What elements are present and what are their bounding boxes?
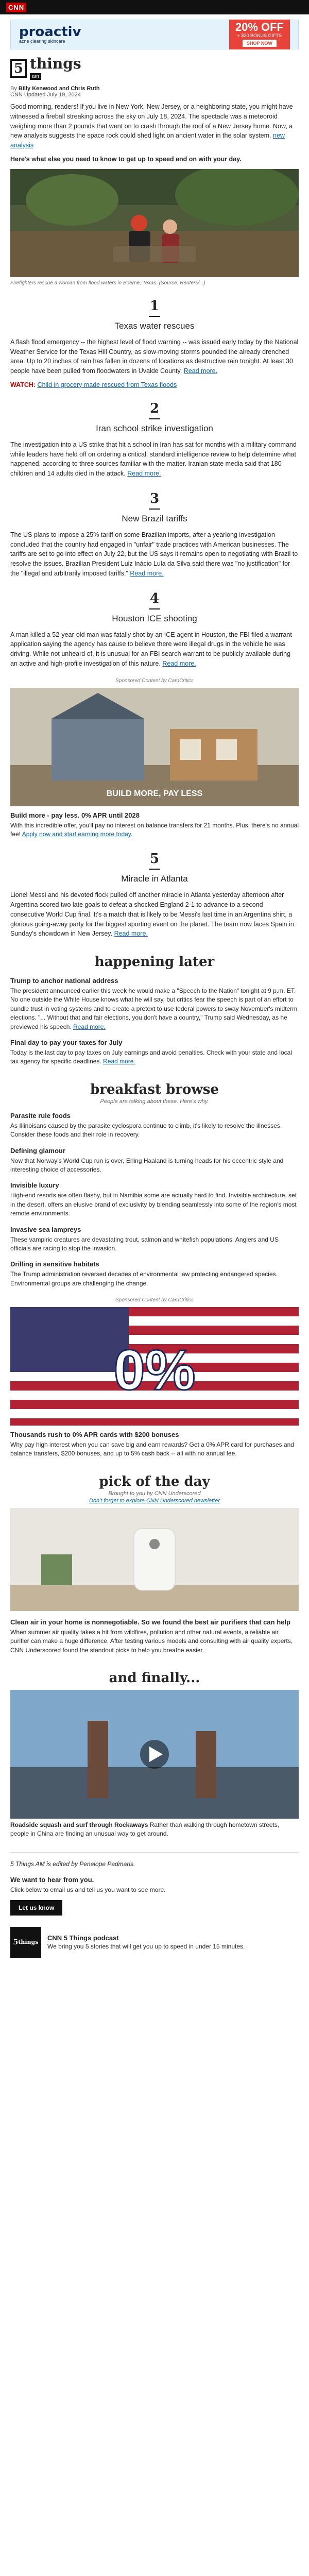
byline	[10, 86, 299, 98]
browse-item-5-head: Drilling in sensitive habitats	[10, 1260, 99, 1268]
byline-date: CNN Updated July 19, 2024	[10, 92, 81, 98]
happening-item-2-head: Final day to pay your taxes for July	[10, 1038, 123, 1046]
sponsor-1-label: Sponsored Content by CardCritics	[115, 677, 194, 684]
section-1-watch	[10, 381, 299, 388]
brand-number: 5	[10, 59, 27, 78]
podcast-logo-number: 5	[13, 1938, 19, 1946]
section-2-text: The investigation into a US strike that hit a school in Iran has sat for months with a military command while leaders have held off on ordering a critical, standard intelligence review to help determine what happened, according to three sources familiar with the matter. Iranian state media said that 180 children and 14 adults died in the attack.	[10, 440, 297, 477]
happening-item-2-link[interactable]: Read more.	[103, 1058, 135, 1065]
podcast-block[interactable]	[10, 1927, 299, 1958]
cnn-logo[interactable]: CNN	[6, 3, 26, 12]
closing-credit: 5 Things AM is edited by Penelope Padmaris.	[10, 1860, 135, 1868]
sponsor-2-image-text: 0%	[113, 1338, 196, 1402]
sponsor-1-svg	[10, 688, 299, 806]
happening-item-2-body	[10, 1048, 299, 1066]
section-4-text: A man killed a 52-year-old man was fatally shot by an ICE agent in Houston, the FBI filed a warrant application saying the agency has cause to believe there were illegal drugs in the vehicle he was driving. While not unheard of, it is unusual for an FBI search warrant to be publicly available during an active and high-profile investigation of this nature.	[10, 631, 292, 667]
and-finally-text: Rather than walking through hometown streets, people in China are finding an unusual way to get around.	[10, 1821, 280, 1838]
section-3-rule	[149, 509, 160, 510]
section-3-read-more[interactable]: Read more.	[130, 569, 164, 577]
underscored-link[interactable]: Don't forget to explore CNN Underscored newsletter	[89, 1497, 220, 1504]
lead-photo-svg	[10, 169, 299, 277]
intro-text: Good morning, readers! If you live in New York, New Jersey, or a neighboring state, you might have witnessed a fireball streaking across the sky on July 18, 2024. The spectacle was a meteoroid weighing more than 2 pounds that went on to crash through the roof of a New Jersey home. Now, a new analysis suggests the space rock could shed light on ancient water in the solar system.	[10, 103, 293, 140]
and-finally-body	[10, 1821, 299, 1839]
happening-item-1-head: Trump to anchor national address	[10, 977, 118, 985]
intro-link[interactable]: new analysis	[10, 132, 285, 149]
lead-photo	[10, 169, 299, 277]
section-1-title: Texas water rescues	[114, 320, 195, 331]
section-4-body	[10, 630, 299, 669]
section-3-number: 3	[149, 490, 160, 506]
podcast-body: We bring you 5 stories that will get you up to speed in under 15 minutes.	[47, 1943, 245, 1951]
and-finally-heading: and finally...	[109, 1670, 200, 1686]
browse-item-1-body: As Illinoisans caused by the parasite cyclospora continue to climb, it's likely to resolve the illnesses. Consider these foods and their role in recovery.	[10, 1122, 282, 1139]
happening-item-2-text: Today is the last day to pay taxes on July earnings and avoid penalties. Check with your state and local tax agency for specific deadlines.	[10, 1048, 292, 1065]
pick-subtitle: Brought to you by CNN Underscored	[108, 1490, 201, 1497]
sponsor-2-label: Sponsored Content by CardCritics	[115, 1297, 194, 1303]
watch-label: WATCH:	[10, 381, 36, 388]
podcast-heading: CNN 5 Things podcast	[47, 1934, 119, 1942]
section-1-number: 1	[149, 298, 160, 314]
happening-item-1-text: The president announced earlier this week he would make a "Speech to the Nation" tonight at 9 p.m. ET. No one outside the White House knows what he will say, but critics fear the speech is part of an effort to bundle trust in voting systems and to create a pretext to use federal powers to sway November's midterm elections. "... Without that and fair elections, you don't have a country," Trump said Wednesday, as he previewed his speech.	[10, 987, 298, 1030]
browse-item-4-body: These vampiric creatures are devastating trout, salmon and whitefish populations. Anglers and US officials are racing to stop the invasion.	[10, 1235, 279, 1252]
section-4-title: Houston ICE shooting	[112, 613, 197, 623]
pick-svg	[10, 1508, 299, 1611]
ad-brand-sub: acne clearing skincare	[19, 39, 65, 44]
and-finally-video[interactable]	[10, 1690, 299, 1819]
lead-in: Here's what else you need to know to get up to speed and on with your day.	[10, 155, 242, 163]
section-5-number: 5	[149, 851, 160, 867]
section-1-body	[10, 337, 299, 376]
photo-caption: Firefighters rescue a woman from flood waters in Boerne, Texas. (Source: Reuters/...)	[10, 280, 205, 286]
browse-item-1-head: Parasite rule foods	[10, 1111, 71, 1120]
section-1-read-more[interactable]: Read more.	[183, 367, 218, 375]
sponsor-1-image-text: BUILD MORE, PAY LESS	[106, 789, 203, 798]
browse-item-2-head: Defining glamour	[10, 1146, 65, 1155]
section-5-text: Lionel Messi and his devoted flock pulled off another miracle in Atlanta yesterday afternoon after Argentina scored two late goals to defeat a shocked England 2-1 to advance to a second consecutive World Cup final. It's a match that is likely to be Messi's last time in an Argentina shirt, a glorious going-away party for the biggest sporting event on the planet. The team now faces Spain in Sunday's showdown in New Jersey.	[10, 891, 294, 938]
section-2-rule	[149, 418, 160, 419]
and-finally-head: Roadside squash and surf through Rockaways	[10, 1821, 148, 1829]
breakfast-browse-heading: breakfast browse	[90, 1081, 219, 1097]
section-5-read-more[interactable]: Read more.	[114, 930, 148, 938]
happening-item-1-link[interactable]: Read more.	[73, 1023, 106, 1030]
intro-paragraph	[10, 102, 299, 150]
section-2-read-more[interactable]: Read more.	[127, 470, 161, 477]
browse-item-3-body: High-end resorts are often flashy, but in Namibia some are actually hard to find. Invisible architecture, set in the desert, offers an elusive brand of exclusivity by blending seamlessly into some of the region's most remote environments.	[10, 1192, 297, 1217]
section-1-text: A flash flood emergency -- the highest level of flood warning -- was issued early today by the National Weather Service for the Texas Hill Country, as slow-moving storms pounded the already drenched area. Up to 20 inches of rain has fallen in dozens of locations as destructive rain tonight. At least 30 people have been pulled from floodwaters in Uvalde County.	[10, 338, 299, 375]
happening-later-heading: happening later	[94, 954, 215, 970]
section-5-title: Miracle in Atlanta	[121, 874, 188, 884]
ad-offer-sub: + $20 BONUS GIFTS	[237, 33, 282, 38]
newsletter-brand	[10, 57, 299, 80]
brand-things: things	[30, 55, 81, 72]
and-finally-svg	[10, 1690, 299, 1819]
section-5-body	[10, 890, 299, 939]
byline-authors[interactable]: Billy Kenwood and Chris Ruth	[18, 86, 100, 92]
pick-body: When summer air quality takes a hit from wildfires, pollution and other natural events, a reliable air purifier can make a huge difference. After testing various models and consulting with air quality experts, CNN Underscored found the standout picks to help you breathe easier.	[10, 1628, 293, 1654]
breakfast-browse-subtitle: People are talking about these. Here's why.	[100, 1098, 209, 1105]
section-3-body	[10, 530, 299, 579]
pick-headline[interactable]: Clean air in your home is nonnegotiable. So we found the best air purifiers that can help	[10, 1618, 290, 1626]
section-2-number: 2	[149, 400, 160, 416]
pick-image[interactable]	[10, 1508, 299, 1611]
watch-link[interactable]: Child in grocery made rescued from Texas floods	[37, 381, 177, 388]
browse-item-5-body: The Trump administration reversed decades of environmental law protecting endangered species. Environmental groups are challenging the change.	[10, 1270, 278, 1287]
podcast-logo-things: things	[18, 1939, 39, 1946]
section-4-read-more[interactable]: Read more.	[162, 659, 196, 667]
section-4-rule	[149, 608, 160, 609]
browse-item-4-head: Invasive sea lampreys	[10, 1225, 81, 1233]
pick-of-the-day-heading: pick of the day	[99, 1473, 210, 1489]
sponsor-1-headline[interactable]: Build more - pay less. 0% APR until 2028	[10, 811, 140, 819]
ad-offer	[229, 20, 290, 49]
sponsor-2-image[interactable]	[10, 1307, 299, 1426]
pick-underscored-link	[0, 1498, 309, 1504]
section-1-rule	[149, 316, 160, 317]
happening-item-1-body	[10, 987, 299, 1031]
closing-divider	[10, 1852, 299, 1853]
sponsor-2-body: Why pay high interest when you can save big and earn rewards? Get a 0% APR card for purchases and balance transfers, $200 bonuses, and up to 5% cash back -- all with no annual fee.	[10, 1441, 294, 1458]
let-us-know-button[interactable]: Let us know	[10, 1900, 62, 1916]
browse-item-3-head: Invisible luxury	[10, 1181, 59, 1190]
top-bar	[0, 0, 309, 14]
sponsor-2-svg	[10, 1307, 299, 1426]
sponsor-1-text: With this incredible offer, you'll pay no interest on balance transfers for 21 months. Plus, there's no annual fee!	[10, 821, 299, 838]
section-2-title: Iran school strike investigation	[96, 423, 213, 433]
top-ad-banner[interactable]	[10, 20, 299, 49]
feedback-button-wrap	[10, 1900, 299, 1916]
ad-brand: proactiv	[19, 24, 81, 40]
podcast-logo	[10, 1927, 41, 1958]
section-5-rule	[149, 869, 160, 870]
section-4-number: 4	[149, 590, 160, 606]
sponsor-2-headline[interactable]: Thousands rush to 0% APR cards with $200 bonuses	[10, 1431, 179, 1439]
sponsor-1-image[interactable]	[10, 688, 299, 806]
sponsor-1-body	[10, 821, 299, 839]
brand-edition: am	[30, 73, 41, 80]
feedback-heading: We want to hear from you.	[10, 1876, 94, 1884]
ad-shop-now-button[interactable]: SHOP NOW	[243, 40, 277, 47]
feedback-body: Click below to email us and tell us you want to see more.	[10, 1886, 166, 1894]
section-3-text: The US plans to impose a 25% tariff on some Brazilian imports, after a yearlong investigation concluded that the country had engaged in "unfair" trade practices with American businesses. The tariffs are set to go into effect on July 22, but the US says it remains open to negotiating with Brazil to resolve the issues. Brazilian President Luiz Inácio Lula da Silva said there was "no justification" for the "illegal and arbitrarily imposed tariffs."	[10, 531, 298, 577]
sponsor-1-link[interactable]: Apply now and start earning more today.	[22, 830, 133, 838]
ad-offer-value: 20% OFF	[235, 21, 284, 33]
browse-item-2-body: Now that Norway's World Cup run is over, Erling Haaland is turning heads for his eccentric style and interesting choice of accessories.	[10, 1157, 284, 1173]
byline-prefix: By	[10, 86, 17, 92]
section-2-body	[10, 440, 299, 479]
section-3-title: New Brazil tariffs	[122, 513, 187, 523]
